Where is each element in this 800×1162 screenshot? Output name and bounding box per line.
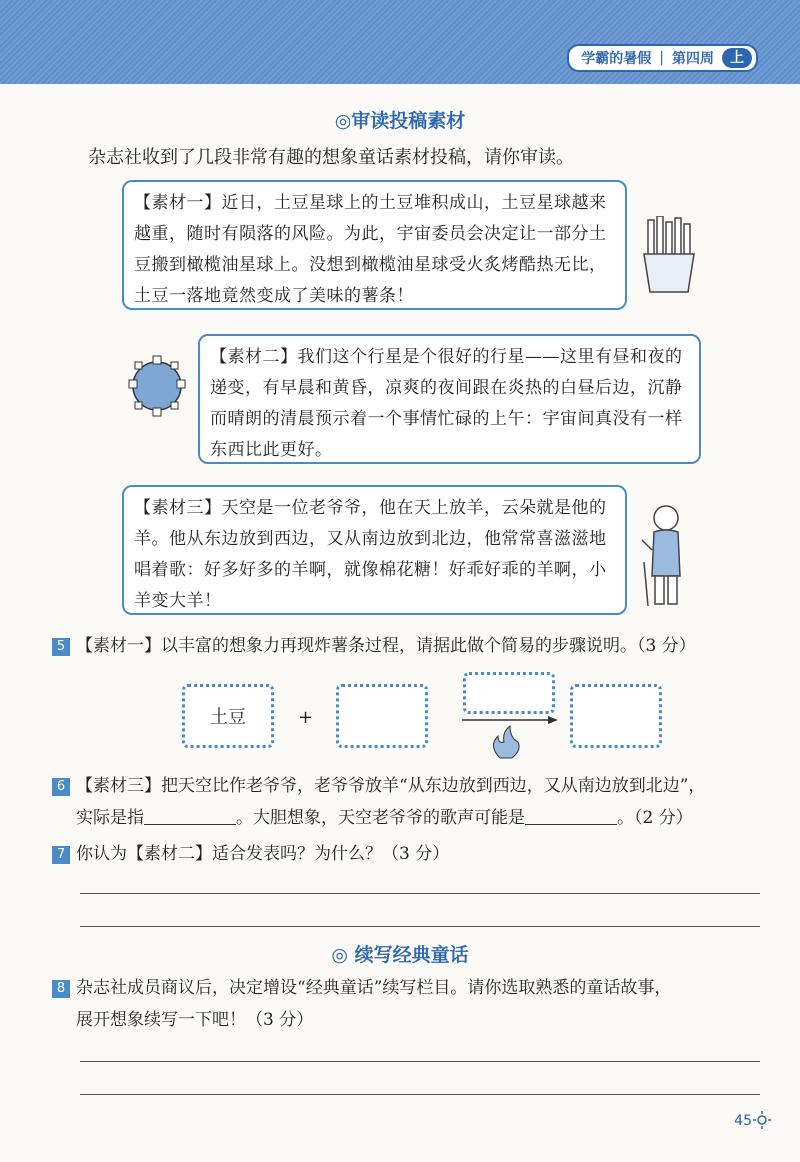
page-number: 45 (734, 1113, 752, 1129)
question-6-line1: 【素材三】把天空比作老爷爷，老爷爷放羊“从东边放到西边，又从南边放到北边”， (76, 776, 706, 796)
section-title-review: ◎审读投稿素材 (334, 110, 466, 132)
answer-line[interactable] (80, 1094, 760, 1095)
answer-line[interactable] (80, 926, 760, 927)
fries-icon (640, 216, 698, 294)
question-7-text: 你认为【素材二】适合发表吗？为什么？（3 分） (76, 844, 450, 864)
material-1-box: 【素材一】近日，土豆星球上的土豆堆积成山，土豆星球越来越重，随时有陨落的风险。为此，宇宙委员会决定让一部分土豆搬到橄榄油星球上。没想到橄榄油星球受火炙烤酷热无比，土豆一落地竟然变成了美味的薯条！ (122, 180, 627, 310)
question-6-part-b: 。大胆想象，天空老爷爷的歌声可能是 (236, 808, 525, 828)
question-number-7: 7 (52, 846, 70, 864)
old-man-icon (636, 500, 692, 608)
answer-blank-1[interactable] (144, 806, 236, 825)
material-2-box: 【素材二】我们这个行星是个很好的行星——这里有昼和夜的递变，有早晨和黄昏，凉爽的夜间跟在炎热的白昼后边，沉静而晴朗的清晨预示着一个事情忙碌的上午：宇宙间真没有一样东西比此更好。 (198, 334, 701, 464)
part-tag: 上 (722, 48, 752, 68)
answer-line[interactable] (80, 1061, 760, 1062)
book-title: 学霸的暑假 (581, 51, 652, 67)
step-box-4[interactable] (570, 684, 662, 748)
step-box-2[interactable] (336, 684, 428, 748)
question-number-5: 5 (52, 638, 70, 656)
step-box-3[interactable] (463, 672, 555, 714)
week-label: 第四周 (672, 51, 714, 67)
header-badge: 学霸的暑假 | 第四周 上 (567, 44, 758, 72)
plus-sign: + (298, 707, 314, 728)
intro-text: 杂志社收到了几段非常有趣的想象童话素材投稿，请你审读。 (88, 147, 574, 168)
question-6-part-a: 实际是指 (76, 808, 144, 828)
section-title-continue: ◎ 续写经典童话 (331, 944, 469, 966)
step-box-1: 土豆 (182, 684, 274, 748)
question-8-line2: 展开想象续写一下吧！（3 分） (76, 1010, 314, 1030)
answer-blank-2[interactable] (525, 806, 617, 825)
planet-icon (125, 354, 189, 418)
material-3-box: 【素材三】天空是一位老爷爷，他在天上放羊，云朵就是他的羊。他从东边放到西边，又从南边放到北边，他常常喜滋滋地唱着歌：好多好多的羊啊，就像棉花糖！好乖好乖的羊啊，小羊变大羊！ (122, 485, 627, 615)
fire-arrow-icon (460, 712, 560, 762)
page-header (0, 0, 800, 84)
question-8-line1: 杂志社成员商议后，决定增设“经典童话”续写栏目。请你选取熟悉的童话故事， (76, 978, 672, 998)
sun-icon (752, 1110, 772, 1130)
question-6-part-c: 。（2 分） (617, 808, 693, 828)
question-number-6: 6 (52, 778, 70, 796)
question-number-8: 8 (52, 980, 70, 998)
question-5-text: 【素材一】以丰富的想象力再现炸薯条过程，请据此做个简易的步骤说明。（3 分） (76, 636, 696, 656)
answer-line[interactable] (80, 893, 760, 894)
